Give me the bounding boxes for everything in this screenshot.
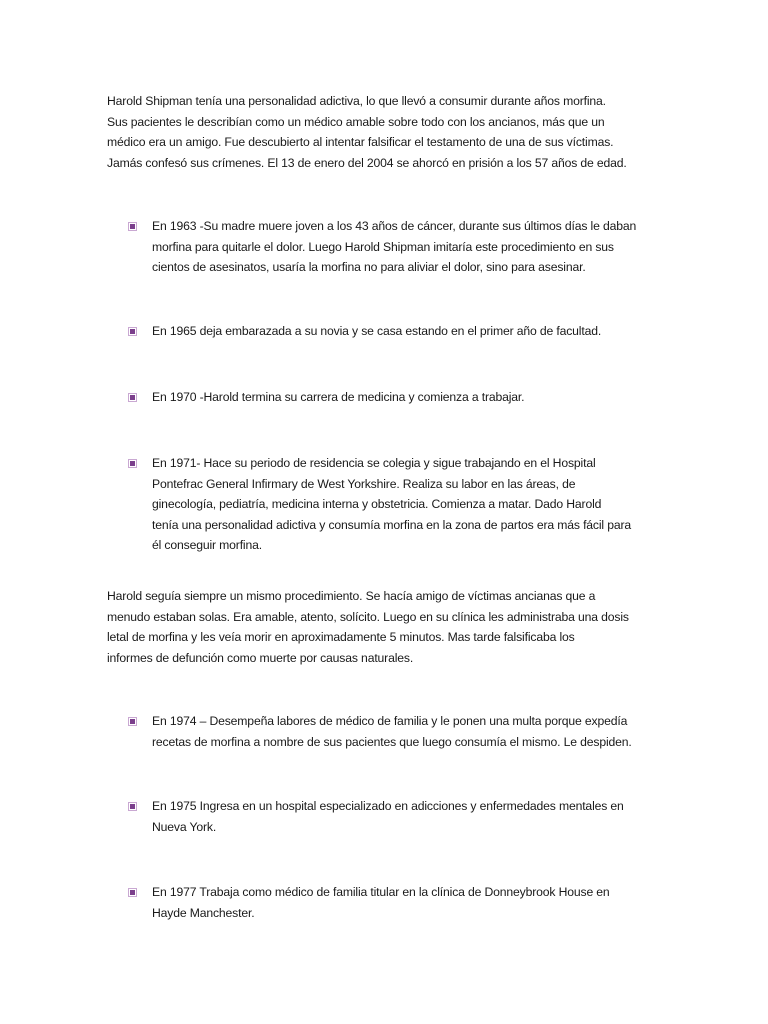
text-line: Sus pacientes le describían como un médico amable sobre todo con los ancianos, más que un [107, 114, 605, 129]
square-bullet-icon [128, 327, 137, 336]
intro-paragraph [107, 91, 667, 173]
text-line: En 1975 Ingresa en un hospital especializado en adicciones y enfermedades mentales en [152, 799, 624, 813]
list-item-text [152, 453, 692, 556]
square-bullet-icon [128, 802, 137, 811]
square-bullet-icon [128, 888, 137, 897]
text-line: En 1970 -Harold termina su carrera de medicina y comienza a trabajar. [152, 390, 525, 404]
square-bullet-icon [128, 459, 137, 468]
text-line: Harold seguía siempre un mismo procedimiento. Se hacía amigo de víctimas ancianas que a [107, 589, 596, 603]
text-line: En 1965 deja embarazada a su novia y se casa estando en el primer año de facultad. [152, 324, 602, 338]
text-line: En 1977 Trabaja como médico de familia titular en la clínica de Donneybrook House en [152, 885, 610, 899]
text-line: médico era un amigo. Fue descubierto al intentar falsificar el testamento de una de sus víctimas. [107, 135, 614, 149]
text-line: En 1974 – Desempeña labores de médico de familia y le ponen una multa porque expedía [152, 714, 628, 728]
text-line: letal de morfina y les veía morir en aproximadamente 5 minutos. Mas tarde falsificaba los [107, 630, 575, 644]
square-bullet-icon [128, 393, 137, 402]
text-line: Jamás confesó sus crímenes. El 13 de enero del 2004 se ahorcó en prisión a los 57 años de edad. [107, 155, 627, 170]
text-line: En 1971- Hace su periodo de residencia se colegia y sigue trabajando en el Hospital [152, 456, 596, 470]
text-line: Nueva York. [152, 819, 217, 834]
text-line: morfina para quitarle el dolor. Luego Harold Shipman imitaría este procedimiento en sus [152, 239, 614, 254]
text-line: menudo estaban solas. Era amable, atento, solícito. Luego en su clínica les administraba una dosis [107, 609, 629, 624]
list-item-text [152, 882, 692, 923]
list-item-text [152, 711, 692, 752]
list-item-text [152, 321, 692, 342]
list-item-text [152, 216, 692, 278]
text-line: Harold Shipman tenía una personalidad adictiva, lo que llevó a consumir durante años morfina. [107, 94, 606, 108]
square-bullet-icon [128, 222, 137, 231]
list-item-text [152, 796, 692, 837]
text-line: recetas de morfina a nombre de sus pacientes que luego consumía el mismo. Le despiden. [152, 734, 632, 749]
text-line: informes de defunción como muerte por causas naturales. [107, 650, 414, 665]
text-line: tenía una personalidad adictiva y consumía morfina en la zona de partos era más fácil para [152, 517, 632, 532]
text-line: Pontefrac General Infirmary de West Yorkshire. Realiza su labor en las áreas, de [152, 476, 576, 491]
text-line: Hayde Manchester. [152, 905, 255, 920]
text-line: él conseguir morfina. [152, 538, 262, 552]
text-line: En 1963 -Su madre muere joven a los 43 años de cáncer, durante sus últimos días le daban [152, 219, 637, 233]
list-item-text [152, 387, 692, 408]
text-line: ginecología, pediatría, medicina interna y obstetricia. Comienza a matar. Dado Harold [152, 497, 602, 511]
procedure-paragraph [107, 586, 667, 668]
text-line: cientos de asesinatos, usaría la morfina no para aliviar el dolor, sino para asesinar. [152, 260, 586, 274]
square-bullet-icon [128, 717, 137, 726]
